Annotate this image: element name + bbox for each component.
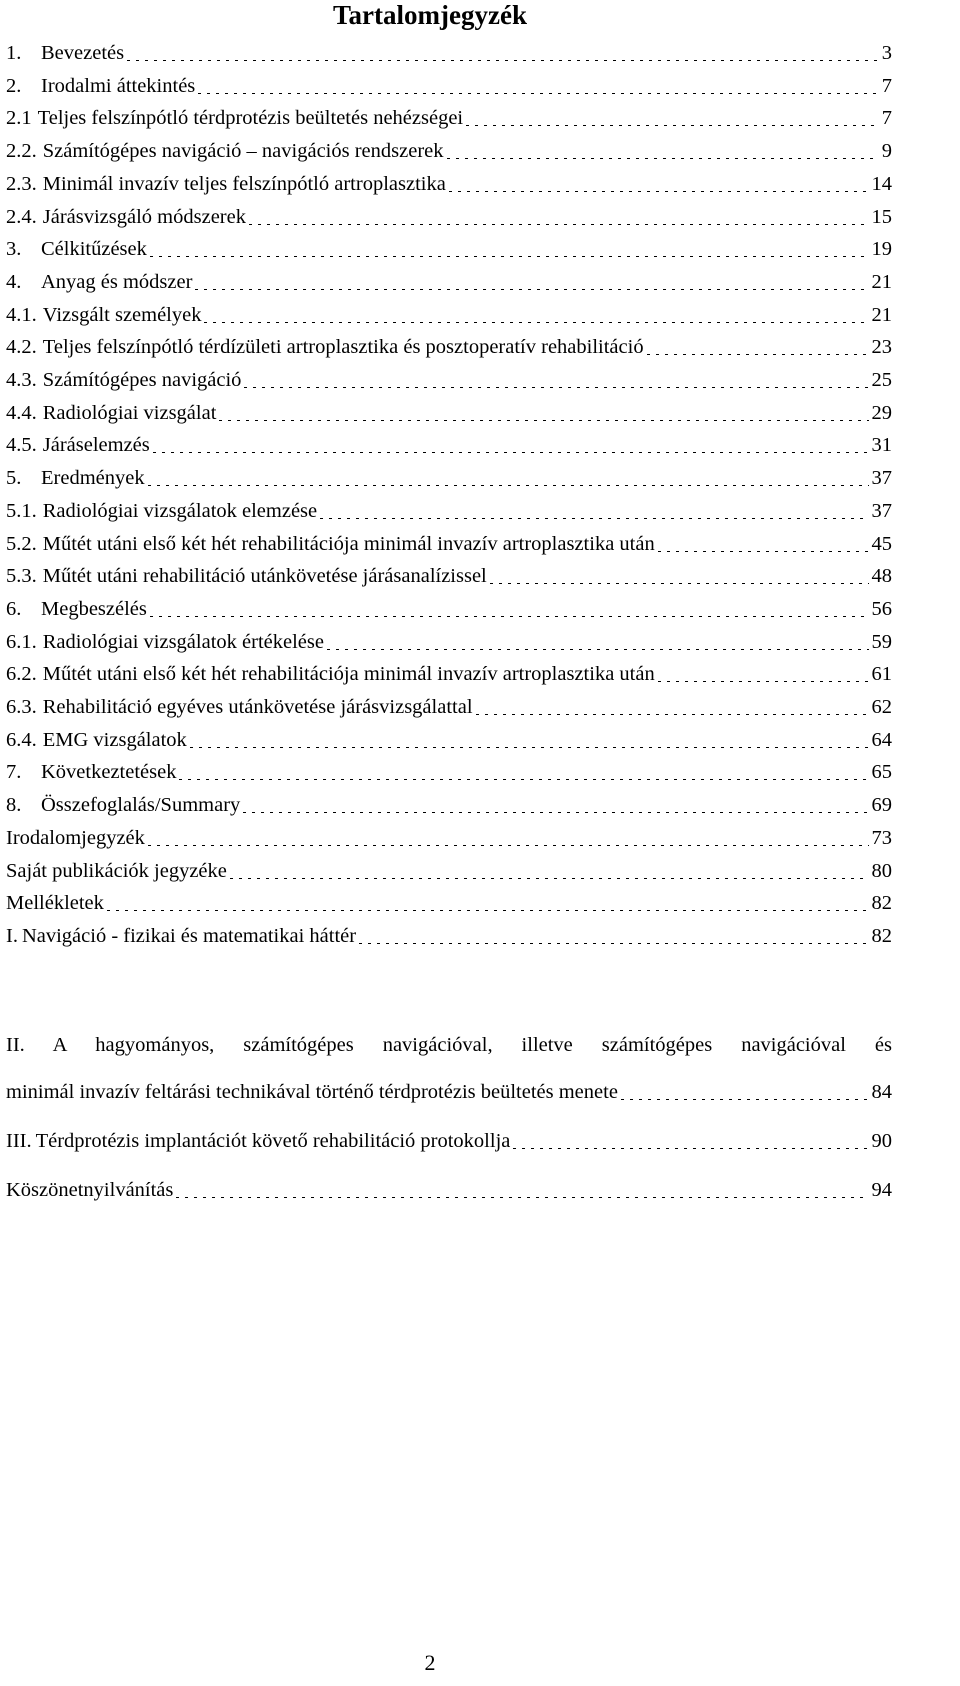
toc-entry-title: Irodalomjegyzék — [6, 827, 145, 849]
toc-entry-page: 14 — [871, 173, 892, 195]
toc-entry-appendix-iii — [6, 1127, 892, 1155]
dot-leader — [153, 452, 869, 453]
toc-entry-number: 4.3. — [6, 369, 37, 391]
toc-entry — [6, 824, 892, 852]
toc-entry-page: 84 — [871, 1081, 892, 1103]
toc-entry-number: 4.4. — [6, 402, 37, 424]
toc-entry-page: 62 — [871, 696, 892, 718]
toc-entry-number: 2.4. — [6, 206, 37, 228]
toc-entry-page: 45 — [871, 533, 892, 555]
toc-entry-page: 69 — [871, 794, 892, 816]
toc-entry-page: 23 — [871, 336, 892, 358]
dot-leader — [150, 616, 869, 617]
toc-entry-title: Megbeszélés — [41, 598, 147, 620]
toc-entry — [6, 889, 892, 917]
dot-leader — [359, 943, 868, 944]
toc-entry-number: 1. — [6, 42, 22, 64]
dot-leader — [176, 1197, 868, 1198]
toc-entry-title: Bevezetés — [41, 42, 125, 64]
toc-entry-number: 4. — [6, 271, 22, 293]
dot-leader — [219, 420, 868, 421]
toc-entry — [6, 235, 892, 263]
dot-leader — [476, 714, 869, 715]
toc-entry — [6, 170, 892, 198]
toc-entry-title: Célkitűzések — [41, 238, 147, 260]
toc-entry — [6, 431, 892, 459]
toc-entry-number: 5.1. — [6, 500, 37, 522]
toc-entry-number: II. — [6, 1034, 25, 1056]
toc-entry-page: 94 — [871, 1179, 892, 1201]
toc-entry-title: Mellékletek — [6, 892, 104, 914]
toc-entry-number: 2.2. — [6, 140, 37, 162]
toc-entry-number: 4.1. — [6, 304, 37, 326]
toc-entry-page: 3 — [881, 42, 892, 64]
toc-entry-page: 21 — [871, 304, 892, 326]
toc-entry-title: Műtét utáni első két hét rehabilitációja minimál invazív artroplasztika után — [42, 663, 655, 685]
toc-entry-title: Radiológiai vizsgálatok elemzése — [42, 500, 318, 522]
dot-leader — [244, 387, 868, 388]
dot-leader — [466, 125, 879, 126]
toc-entry-page: 64 — [871, 729, 892, 751]
dot-leader — [195, 289, 868, 290]
dot-leader — [658, 681, 869, 682]
toc-entry-number: 5.3. — [6, 565, 37, 587]
toc-entry — [6, 922, 892, 950]
toc-entry-number: 6.4. — [6, 729, 37, 751]
toc-entry-number: 6. — [6, 598, 22, 620]
dot-leader — [320, 518, 868, 519]
toc-entry-page: 25 — [871, 369, 892, 391]
toc-entry-title: Köszönetnyilvánítás — [6, 1179, 174, 1201]
dot-leader — [127, 60, 879, 61]
toc-entry — [6, 268, 892, 296]
page-number: 2 — [424, 1650, 436, 1675]
toc-entry-appendix-ii-line2 — [6, 1078, 892, 1106]
toc-entry-number: 7. — [6, 761, 22, 783]
toc-entry — [6, 464, 892, 492]
dot-leader — [447, 158, 879, 159]
dot-leader — [190, 747, 869, 748]
toc-entry — [6, 660, 892, 688]
toc-entry-page: 65 — [871, 761, 892, 783]
toc-entry-title: Járáselemzés — [42, 434, 150, 456]
toc-entry-page: 90 — [871, 1130, 892, 1152]
toc-entry-title: Radiológiai vizsgálatok értékelése — [42, 631, 324, 653]
dot-leader — [449, 191, 869, 192]
toc-entry — [6, 399, 892, 427]
dot-leader — [327, 649, 869, 650]
toc-entry-page: 82 — [871, 925, 892, 947]
toc-entry — [6, 758, 892, 786]
dot-leader — [490, 583, 869, 584]
toc-entry — [6, 137, 892, 165]
toc-entry-page: 61 — [871, 663, 892, 685]
dot-leader — [148, 485, 869, 486]
toc-entry-acknowledgements — [6, 1176, 892, 1204]
toc-entry-number: 5.2. — [6, 533, 37, 555]
toc-entry-number: 2.3. — [6, 173, 37, 195]
toc-entry-title: Anyag és módszer — [41, 271, 193, 293]
dot-leader — [658, 551, 869, 552]
toc-entry — [6, 562, 892, 590]
toc-entry-title: minimál invazív feltárási technikával történő térdprotézis beültetés menete — [6, 1081, 618, 1103]
toc-entry — [6, 628, 892, 656]
toc-entry-page: 21 — [871, 271, 892, 293]
toc-entry-page: 19 — [871, 238, 892, 260]
toc-entry-page: 29 — [871, 402, 892, 424]
toc-entry-number: 4.2. — [6, 336, 37, 358]
toc-entry-number: III. — [6, 1130, 32, 1152]
toc-entry — [6, 595, 892, 623]
toc-entry-number: 4.5. — [6, 434, 37, 456]
toc-entry-title: Radiológiai vizsgálat — [42, 402, 217, 424]
toc-entry — [6, 530, 892, 558]
toc-entry — [6, 333, 892, 361]
dot-leader — [230, 878, 869, 879]
dot-leader — [179, 779, 868, 780]
toc-entry — [6, 203, 892, 231]
toc-entry-title: Számítógépes navigáció — [42, 369, 242, 391]
toc-entry-title: Irodalmi áttekintés — [41, 75, 196, 97]
toc-entry-title: A hagyományos, számítógépes navigációval, illetve számítógépes navigációval és — [52, 1034, 892, 1056]
toc-entry-title: Saját publikációk jegyzéke — [6, 860, 227, 882]
toc-entry-number: 6.1. — [6, 631, 37, 653]
dot-leader — [204, 322, 868, 323]
toc-entry — [6, 301, 892, 329]
toc-entry-page: 56 — [871, 598, 892, 620]
toc-entry-title: Vizsgált személyek — [42, 304, 202, 326]
toc-entry — [6, 366, 892, 394]
toc-entry-title: Térdprotézis implantációt követő rehabilitáció protokollja — [35, 1130, 511, 1152]
toc-entry-page: 31 — [871, 434, 892, 456]
toc-entry — [6, 72, 892, 100]
dot-leader — [107, 910, 869, 911]
page-title: Tartalomjegyzék — [333, 0, 527, 30]
toc-entry-title: Teljes felszínpótló térdprotézis beültetés nehézségei — [37, 107, 464, 129]
toc-entry-title: Következtetések — [41, 761, 177, 783]
toc-entry — [6, 857, 892, 885]
dot-leader — [198, 93, 878, 94]
toc-entry-title: Műtét utáni rehabilitáció utánkövetése járásanalízissel — [42, 565, 487, 587]
toc-entry — [6, 39, 892, 67]
toc-entry-number: 3. — [6, 238, 22, 260]
toc-entry — [6, 497, 892, 525]
toc-entry-number: 2. — [6, 75, 22, 97]
toc-entry-title: Eredmények — [41, 467, 145, 489]
toc-entry-page: 73 — [871, 827, 892, 849]
dot-leader — [150, 256, 869, 257]
toc-entry-number: 6.3. — [6, 696, 37, 718]
toc-entry-page: 82 — [871, 892, 892, 914]
toc-entry-title: Navigáció - fizikai és matematikai háttér — [21, 925, 357, 947]
dot-leader — [513, 1148, 868, 1149]
toc-entry-page: 59 — [871, 631, 892, 653]
dot-leader — [243, 812, 868, 813]
toc-entry-title: EMG vizsgálatok — [42, 729, 187, 751]
toc-entry-page: 9 — [881, 140, 892, 162]
dot-leader — [621, 1099, 869, 1100]
toc-entry-page: 15 — [871, 206, 892, 228]
toc-entry-number: 2.1 — [6, 107, 32, 129]
toc-entry-title: Járásvizsgáló módszerek — [42, 206, 246, 228]
toc-entry-page: 48 — [871, 565, 892, 587]
toc-entry-title: Számítógépes navigáció – navigációs rendszerek — [42, 140, 444, 162]
toc-entry-number: I. — [6, 925, 18, 947]
toc-entry-number: 8. — [6, 794, 22, 816]
toc-entry-page: 37 — [871, 500, 892, 522]
toc-entry — [6, 693, 892, 721]
toc-entry-title: Műtét utáni első két hét rehabilitációja minimál invazív artroplasztika után — [42, 533, 655, 555]
dot-leader — [148, 845, 869, 846]
toc-entry-number: 6.2. — [6, 663, 37, 685]
toc-entry-page: 80 — [871, 860, 892, 882]
toc-entry-number: 5. — [6, 467, 22, 489]
dot-leader — [647, 354, 869, 355]
dot-leader — [249, 224, 869, 225]
toc-entry — [6, 726, 892, 754]
toc-entry — [6, 104, 892, 132]
toc-entry — [6, 791, 892, 819]
toc-entry-title: Minimál invazív teljes felszínpótló artroplasztika — [42, 173, 446, 195]
toc-entry-title: Teljes felszínpótló térdízületi artroplasztika és posztoperatív rehabilitáció — [42, 336, 644, 358]
toc-entry-appendix-ii-line1 — [6, 1031, 892, 1059]
toc-entry-page: 7 — [881, 107, 892, 129]
toc-entry-page: 7 — [881, 75, 892, 97]
toc-entry-title: Rehabilitáció egyéves utánkövetése járásvizsgálattal — [42, 696, 473, 718]
toc-entry-page: 37 — [871, 467, 892, 489]
toc-entry-title: Összefoglalás/Summary — [41, 794, 241, 816]
